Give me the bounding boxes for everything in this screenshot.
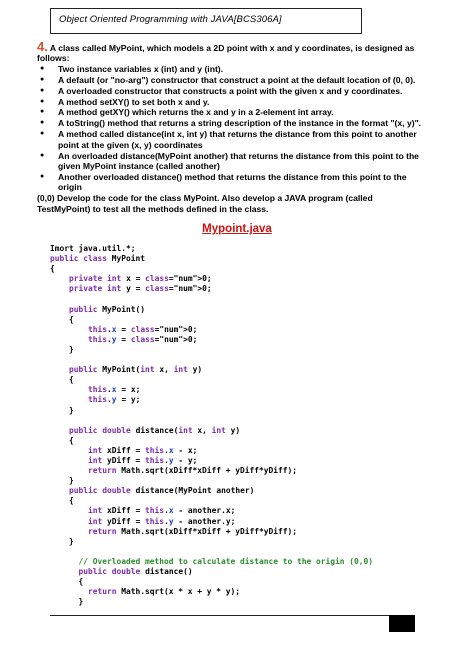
list-item: ● An overloaded distance(MyPoint another) that returns the distance from this point to the given MyPoint instance (called another)	[40, 150, 419, 171]
requirements-list	[37, 64, 427, 193]
question-trailing: (0,0) Develop the code for the class MyPoint. Also develop a JAVA program (called TestMyPoint) to test all the methods defined in the class.	[37, 193, 373, 214]
code-line: this.y = y;	[88, 395, 141, 405]
code-line: }	[50, 405, 74, 415]
page-number-box	[389, 615, 415, 632]
code-line: }	[50, 476, 74, 486]
file-title: Mypoint.java	[202, 223, 272, 235]
list-item: ● Another overloaded distance() method that returns the distance from this point to the origin	[40, 171, 407, 193]
list-item: ● A toString() method that returns a string description of the instance in the format "(x, y)".	[40, 118, 422, 129]
code-line: return Math.sqrt(xDiff*xDiff + yDiff*yDiff);	[88, 526, 298, 536]
code-line: }	[50, 597, 84, 607]
code-line: return Math.sqrt(x * x + y * y);	[88, 587, 241, 597]
bullet-icon: ●	[40, 151, 45, 159]
bullet-icon: ●	[40, 75, 45, 83]
code-line	[50, 416, 440, 426]
list-item: ● A method called distance(int x, int y) that returns the distance from this point to another point at the given (x, y) coordinates	[40, 129, 417, 150]
code-line: // Overloaded method to calculate distance to the origin (0,0)	[78, 556, 374, 566]
list-item: ● A overloaded constructor that constructs a point with the given x and y coordinates.	[40, 85, 403, 96]
code-listing	[50, 244, 440, 607]
code-line: }	[50, 344, 74, 354]
code-line: this.x = class="num">0;	[88, 324, 198, 334]
code-line: {	[50, 577, 84, 587]
bullet-icon: ●	[40, 119, 45, 127]
question-block	[37, 39, 427, 214]
bullet-icon: ●	[40, 86, 45, 94]
question-intro	[37, 39, 427, 64]
bullet-icon: ●	[40, 108, 45, 116]
code-line: int yDiff = this.y - another.y;	[88, 516, 236, 526]
code-line: public MyPoint()	[69, 304, 146, 314]
list-item: ● A method setXY() to set both x and y.	[40, 96, 210, 107]
bullet-icon: ●	[40, 172, 45, 180]
code-line: return Math.sqrt(xDiff*xDiff + yDiff*yDiff);	[88, 466, 298, 476]
code-line	[50, 294, 440, 304]
code-line: int xDiff = this.x - another.x;	[88, 506, 236, 516]
code-line: public double distance(MyPoint another)	[69, 486, 255, 496]
code-line: public class MyPoint	[50, 254, 146, 264]
code-line: public MyPoint(int x, int y)	[69, 365, 203, 375]
code-line: this.y = class="num">0;	[88, 334, 198, 344]
code-line: int xDiff = this.x - x;	[88, 445, 198, 455]
bullet-icon: ●	[40, 97, 45, 105]
code-line: this.x = x;	[88, 385, 141, 395]
list-item: ● Two instance variables x (int) and y (int).	[40, 63, 224, 74]
code-line: {	[50, 496, 74, 506]
code-line: {	[50, 314, 74, 324]
header-text: Object Oriented Programming with JAVA[BCS306A]	[59, 14, 282, 25]
question-number: 4.	[37, 39, 48, 54]
bullet-icon: ●	[40, 64, 45, 72]
code-line: public double distance()	[78, 567, 193, 576]
code-line: public double distance(int x, int y)	[69, 425, 241, 435]
code-line	[50, 547, 440, 557]
code-line: Imort java.util.*;	[50, 244, 136, 253]
code-line	[50, 355, 440, 365]
code-line: private int y = class="num">0;	[69, 284, 212, 294]
footer-divider	[50, 615, 410, 616]
code-line: int yDiff = this.y - y;	[88, 455, 198, 465]
bullet-icon: ●	[40, 130, 45, 138]
list-item: ● A method getXY() which returns the x and y in a 2-element int array.	[40, 107, 334, 118]
running-header	[50, 8, 362, 34]
code-line: {	[50, 435, 74, 445]
code-line: private int x = class="num">0;	[69, 274, 212, 284]
code-line: {	[50, 375, 74, 385]
code-line: }	[50, 536, 74, 546]
list-item: ● A default (or "no-arg") constructor that construct a point at the default location of (0, 0).	[40, 74, 416, 85]
code-line: {	[50, 264, 55, 274]
question-intro-text: A class called MyPoint, which models a 2D point with x and y coordinates, is designed as follows:	[37, 43, 415, 64]
